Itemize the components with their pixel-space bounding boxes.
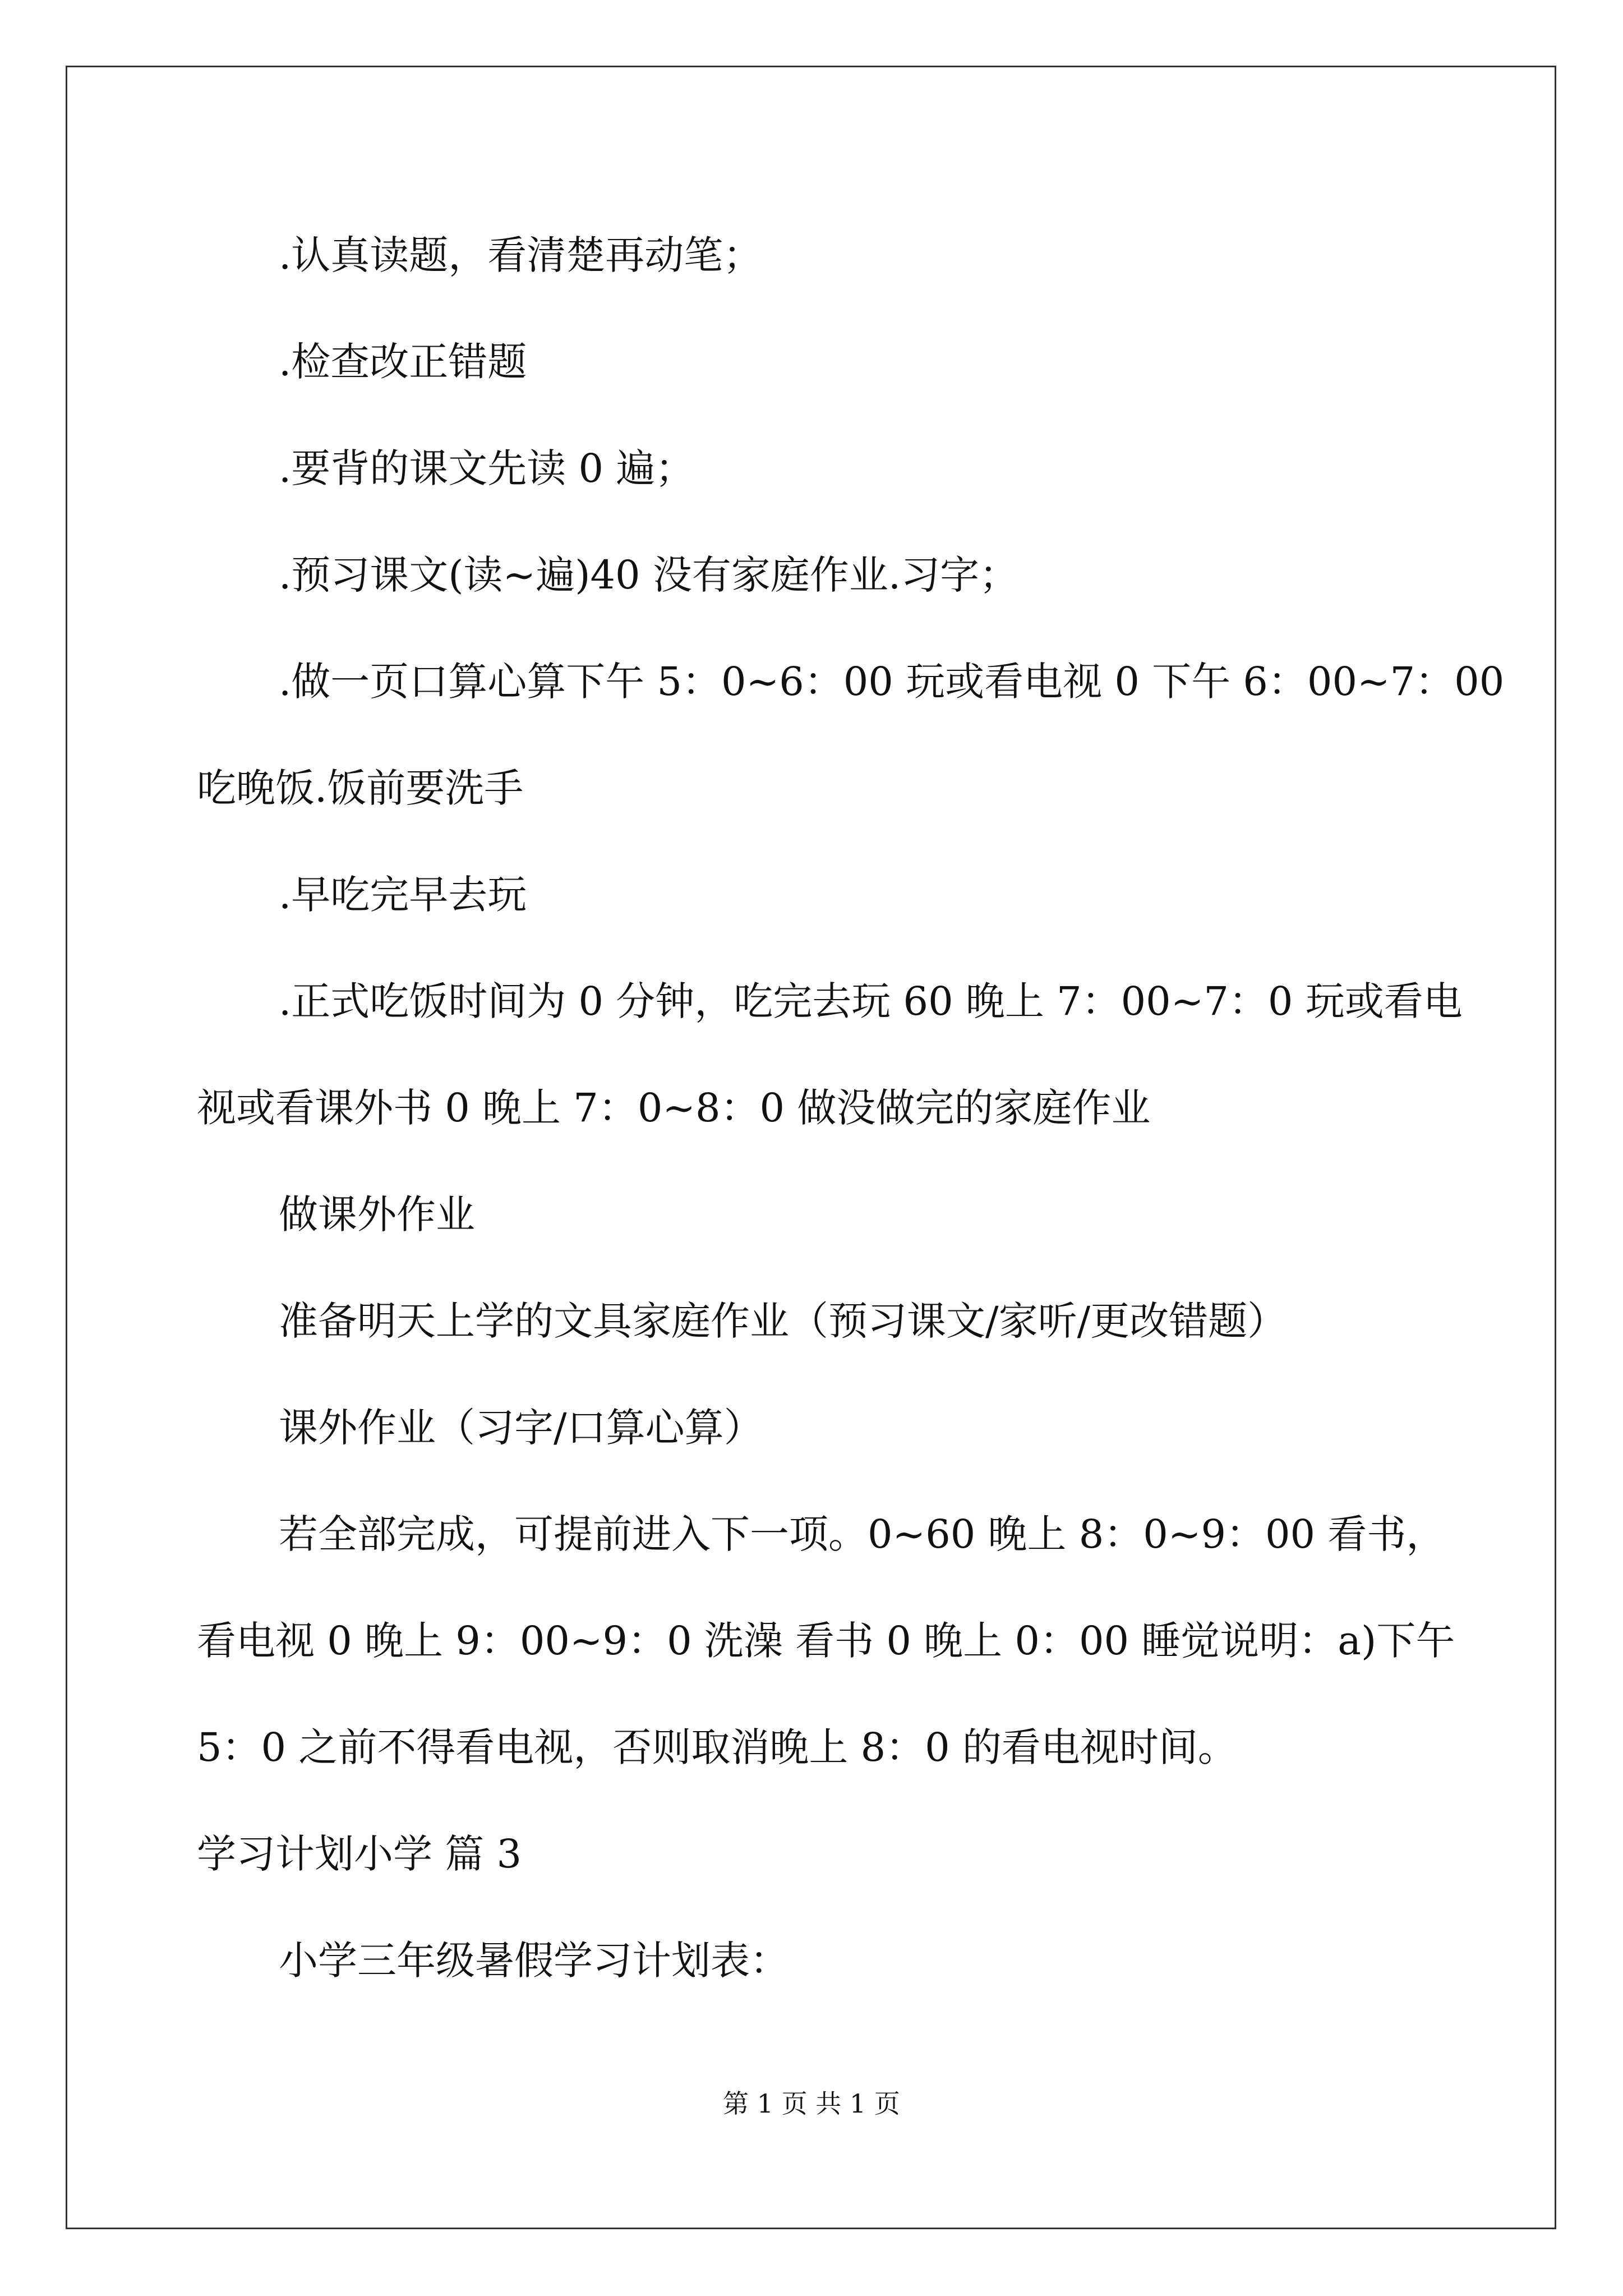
text-line-7: .早吃完早去玩 bbox=[279, 872, 527, 918]
text-line-10: 做课外作业 bbox=[279, 1191, 475, 1237]
text-line-9: 视或看课外书 0 晚上 7：0~8：0 做没做完的家庭作业 bbox=[197, 1085, 1151, 1131]
text-line-4: .预习课文(读~遍)40 没有家庭作业.习字； bbox=[279, 552, 1019, 598]
text-line-11: 准备明天上学的文具家庭作业（预习课文/家听/更改错题） bbox=[279, 1298, 1287, 1344]
text-line-15: 5：0 之前不得看电视，否则取消晚上 8：0 的看电视时间。 bbox=[197, 1724, 1237, 1770]
section-heading: 学习计划小学 篇 3 bbox=[197, 1831, 522, 1877]
text-line-1: .认真读题，看清楚再动笔； bbox=[279, 232, 763, 278]
text-line-12: 课外作业（习字/口算心算） bbox=[279, 1405, 763, 1451]
text-line-14: 看电视 0 晚上 9：00~9：0 洗澡 看书 0 晚上 0：00 睡觉说明：a)下午 bbox=[197, 1618, 1455, 1664]
text-line-5: .做一页口算心算下午 5：0~6：00 玩或看电视 0 下午 6：00~7：00 bbox=[279, 659, 1505, 705]
page-footer: 第 1 页 共 1 页 bbox=[723, 2088, 900, 2119]
text-line-3: .要背的课文先读 0 遍； bbox=[279, 445, 695, 491]
text-line-6: 吃晚饭.饭前要洗手 bbox=[197, 765, 524, 811]
text-line-17: 小学三年级暑假学习计划表： bbox=[279, 1938, 789, 1984]
text-line-13: 若全部完成，可提前进入下一项。0~60 晚上 8：0~9：00 看书， bbox=[279, 1511, 1446, 1557]
text-line-2: .检查改正错题 bbox=[279, 339, 527, 385]
text-line-8: .正式吃饭时间为 0 分钟，吃完去玩 60 晚上 7：00~7：0 玩或看电 bbox=[279, 978, 1463, 1024]
